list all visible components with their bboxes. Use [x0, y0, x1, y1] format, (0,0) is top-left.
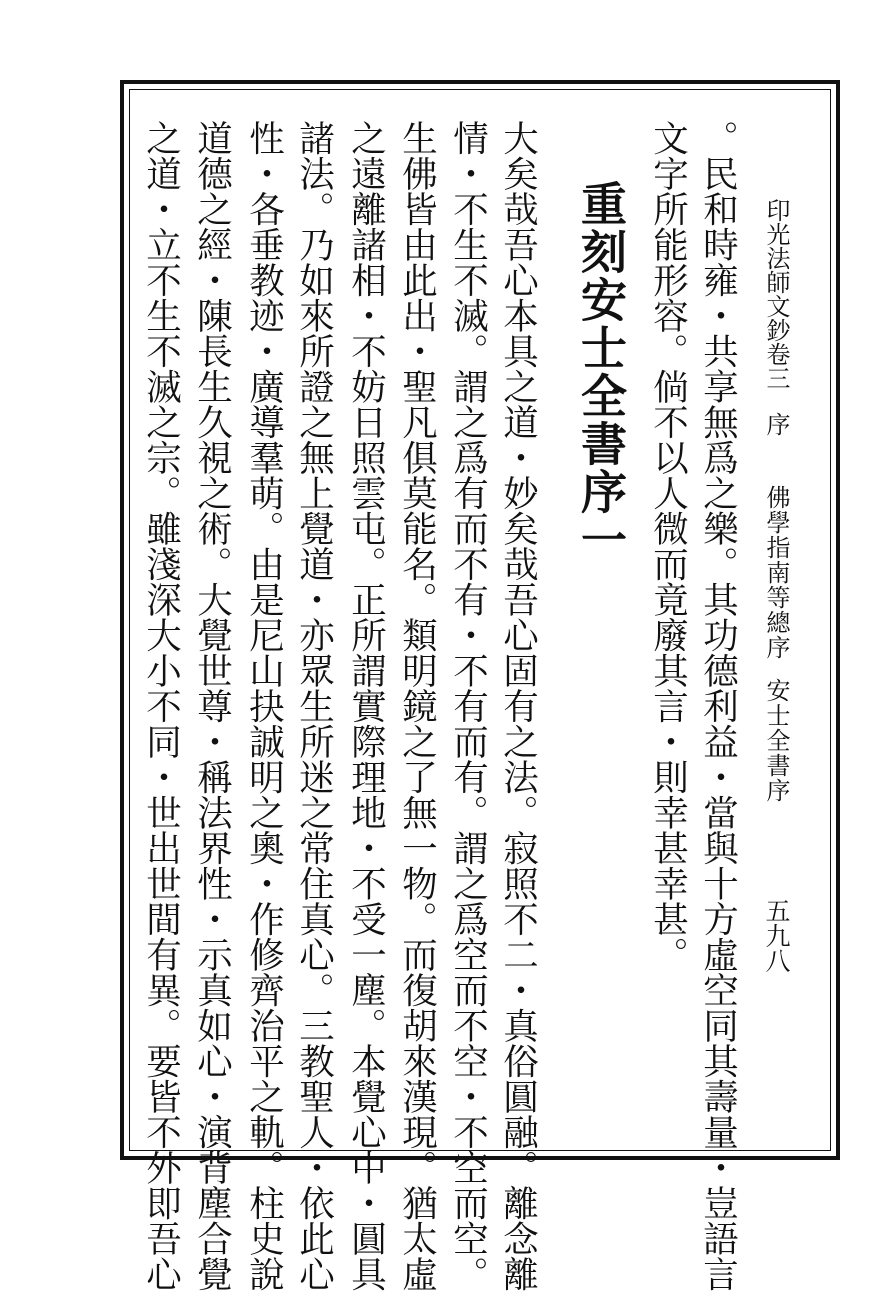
- text-column-3: 生佛皆由此出・聖凡俱莫能名。類明鏡之了無一物。而復胡來漢現。猶太虛: [396, 120, 438, 1292]
- running-header-book-title: [764, 198, 788, 436]
- text-column-5: 諸法。乃如來所證之無上覺道・亦眾生所迷之常住真心。三教聖人・依此心: [293, 120, 335, 1292]
- section-label: 序: [762, 412, 790, 436]
- page-number: 五九八: [762, 898, 791, 973]
- text-column-2: 情・不生不滅。謂之爲有而不有・不有而有。謂之爲空而不空・不空而空。: [447, 120, 489, 1292]
- text-column-1: 大矣哉吾心本具之道・妙矣哉吾心固有之法。寂照不二・真俗圓融。離念離: [497, 120, 539, 1292]
- chapter-label: 佛學指南等總序: [762, 485, 790, 660]
- text-column-6: 性・各垂教迹・廣導羣萌。由是尼山抉誠明之奧・作修齊治平之軌。柱史說: [243, 120, 285, 1292]
- text-column-7: 道德之經・陳長生久視之術。大覺世尊・稱法界性・示真如心・演背塵合覺: [191, 120, 233, 1292]
- book-title: 印光法師文鈔卷三: [762, 198, 790, 390]
- text-column-continuation-1: 。民和時雍・共享無爲之樂。其功德利益・當與十方虛空同其壽量・豈語言: [697, 120, 739, 1292]
- running-header-chapter: [764, 485, 788, 803]
- section-title: 重刻安士全書序一: [574, 180, 628, 564]
- text-column-8: 之道・立不生不滅之宗。雖淺深大小不同・世出世間有異。要皆不外即吾心: [140, 120, 182, 1292]
- subchapter-label: 安士全書序: [762, 678, 790, 803]
- text-column-4: 之遠離諸相・不妨日照雲屯。正所謂實際理地・不受一塵。本覺心中・圓具: [345, 120, 387, 1292]
- text-column-continuation-2: 文字所能形容。倘不以人微而竟廢其言・則幸甚幸甚。: [647, 120, 689, 972]
